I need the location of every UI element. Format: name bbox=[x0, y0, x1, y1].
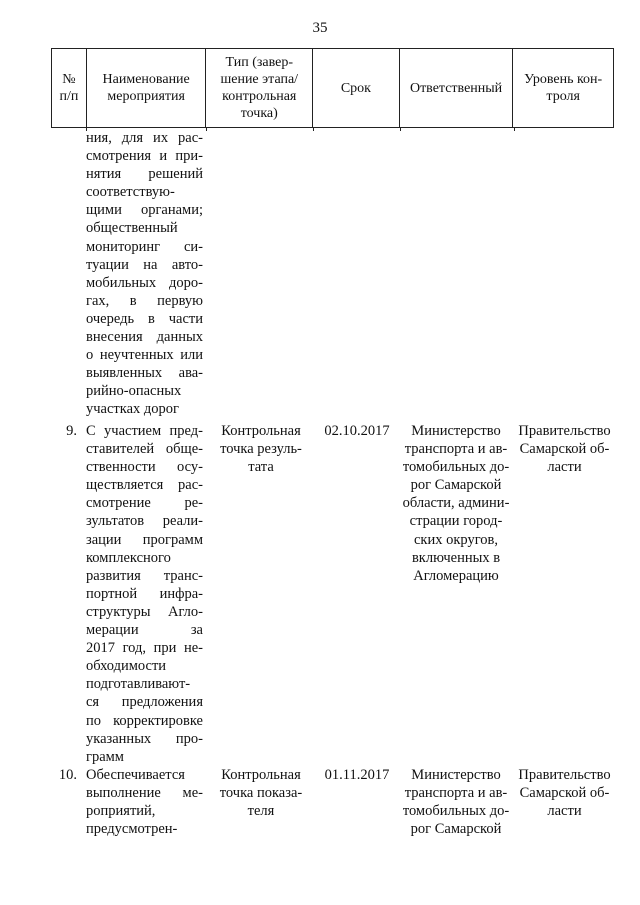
event-name-line: указанных про- bbox=[86, 730, 203, 747]
event-name-line: мерации за bbox=[86, 622, 203, 639]
control-level-line: ласти bbox=[547, 803, 582, 820]
event-type-line: точка показа- bbox=[219, 785, 303, 802]
event-name-line: подготавливают- bbox=[86, 676, 191, 693]
event-name-line: портной инфра- bbox=[86, 585, 203, 602]
event-name-line: нятия решений bbox=[86, 166, 203, 183]
responsible bbox=[401, 766, 511, 838]
column-divider bbox=[400, 128, 401, 131]
responsible-line: Агломерацию bbox=[413, 567, 499, 584]
event-type bbox=[211, 422, 311, 476]
event-name-line: зации программ bbox=[86, 531, 203, 548]
event-name-line: выявленных ава- bbox=[86, 365, 203, 382]
event-name-line: ся предложения bbox=[86, 694, 203, 711]
event-name-line: общественный bbox=[86, 220, 178, 237]
header-col-deadline: Срок bbox=[313, 49, 400, 127]
event-type-line: тата bbox=[248, 459, 274, 476]
responsible-line: рог Самарской bbox=[410, 477, 502, 494]
column-divider bbox=[514, 128, 515, 131]
table-header bbox=[51, 48, 614, 128]
responsible-line: транспорта и ав- bbox=[404, 785, 508, 802]
event-name-line: по корректировке bbox=[86, 712, 203, 729]
event-name-line: ния, для их рас- bbox=[86, 130, 203, 146]
event-type-line: теля bbox=[247, 803, 275, 820]
event-name-line: ществляется рас- bbox=[86, 477, 203, 494]
event-name-line: участках дорог bbox=[86, 401, 179, 418]
event-name-line: С участием пред- bbox=[86, 423, 203, 439]
event-type-line: Контрольная bbox=[221, 767, 301, 783]
responsible-line: транспорта и ав- bbox=[404, 441, 508, 458]
control-level-line: ласти bbox=[547, 459, 582, 476]
control-level-line: Правительство bbox=[518, 423, 611, 439]
event-name-line: комплексного bbox=[86, 549, 171, 566]
deadline bbox=[319, 766, 395, 784]
event-name-line: смотрение ре- bbox=[86, 495, 203, 512]
event-name-line: роприятий, bbox=[86, 803, 156, 820]
event-name-line: очередь в части bbox=[86, 310, 203, 327]
event-name-line: мобильных доро- bbox=[86, 274, 203, 291]
event-type-line: точка резуль- bbox=[220, 441, 302, 458]
event-name-line: туации на авто- bbox=[86, 256, 203, 273]
header-col-type: Тип (завер- шение этапа/ контрольная точка) bbox=[206, 49, 313, 127]
event-name-line: ственности осу- bbox=[86, 459, 203, 476]
event-name bbox=[86, 422, 203, 766]
responsible-line: страции город- bbox=[409, 513, 503, 530]
row-number bbox=[51, 766, 77, 784]
control-level bbox=[513, 422, 616, 476]
event-name-line: выполнение ме- bbox=[86, 785, 203, 802]
responsible-line: рог Самарской bbox=[410, 821, 502, 838]
event-name-line: развития транс- bbox=[86, 567, 203, 584]
event-type bbox=[211, 766, 311, 820]
responsible-line: томобильных до- bbox=[402, 803, 510, 820]
row-number-line: 9. bbox=[66, 423, 77, 439]
responsible-line: Министерство bbox=[411, 767, 501, 783]
column-divider bbox=[313, 128, 314, 131]
control-level-line: Самарской об- bbox=[519, 785, 610, 802]
responsible-line: томобильных до- bbox=[402, 459, 510, 476]
event-name-line: Обеспечивается bbox=[86, 767, 185, 783]
event-name-line: грамм bbox=[86, 748, 124, 765]
header-col-number: № п/п bbox=[52, 49, 87, 127]
row-number bbox=[51, 422, 77, 440]
control-level-line: Правительство bbox=[518, 767, 611, 783]
header-col-responsible: Ответственный bbox=[400, 49, 514, 127]
event-name-line: 2017 год, при не- bbox=[86, 640, 203, 657]
event-name-line: рийно-опасных bbox=[86, 383, 182, 400]
event-name-line: гах, в первую bbox=[86, 292, 203, 309]
header-col-name: Наименование мероприятия bbox=[87, 49, 207, 127]
responsible-line: включенных в bbox=[411, 549, 501, 566]
event-name-line: смотрения и при- bbox=[86, 148, 203, 165]
event-name-line: о неучтенных или bbox=[86, 347, 203, 364]
responsible-line: Министерство bbox=[411, 423, 501, 439]
page-number: 35 bbox=[312, 20, 328, 36]
event-name-line: ставителей обще- bbox=[86, 441, 203, 458]
control-level-line: Самарской об- bbox=[519, 441, 610, 458]
deadline-line: 01.11.2017 bbox=[324, 767, 390, 783]
header-col-control: Уровень кон- троля bbox=[524, 72, 603, 104]
event-type-line: Контрольная bbox=[221, 423, 301, 439]
deadline bbox=[319, 422, 395, 440]
responsible-line: области, админи- bbox=[402, 495, 510, 512]
event-name-line: обходимости bbox=[86, 658, 167, 675]
responsible bbox=[401, 422, 511, 585]
event-name-line: мониторинг си- bbox=[86, 238, 203, 255]
responsible-line: ских округов, bbox=[413, 531, 499, 548]
event-name-line: зультатов реали- bbox=[86, 513, 203, 530]
event-name-line: предусмотрен- bbox=[86, 821, 178, 838]
event-name-line: внесения данных bbox=[86, 329, 203, 346]
event-name-line: соответствую- bbox=[86, 184, 175, 201]
column-divider bbox=[206, 128, 207, 131]
event-name-line: структуры Агло- bbox=[86, 603, 203, 620]
control-level bbox=[513, 766, 616, 820]
deadline-line: 02.10.2017 bbox=[324, 423, 390, 439]
event-name bbox=[86, 129, 203, 419]
event-name bbox=[86, 766, 203, 838]
event-name-line: щими органами; bbox=[86, 202, 203, 219]
row-number-line: 10. bbox=[58, 767, 77, 783]
